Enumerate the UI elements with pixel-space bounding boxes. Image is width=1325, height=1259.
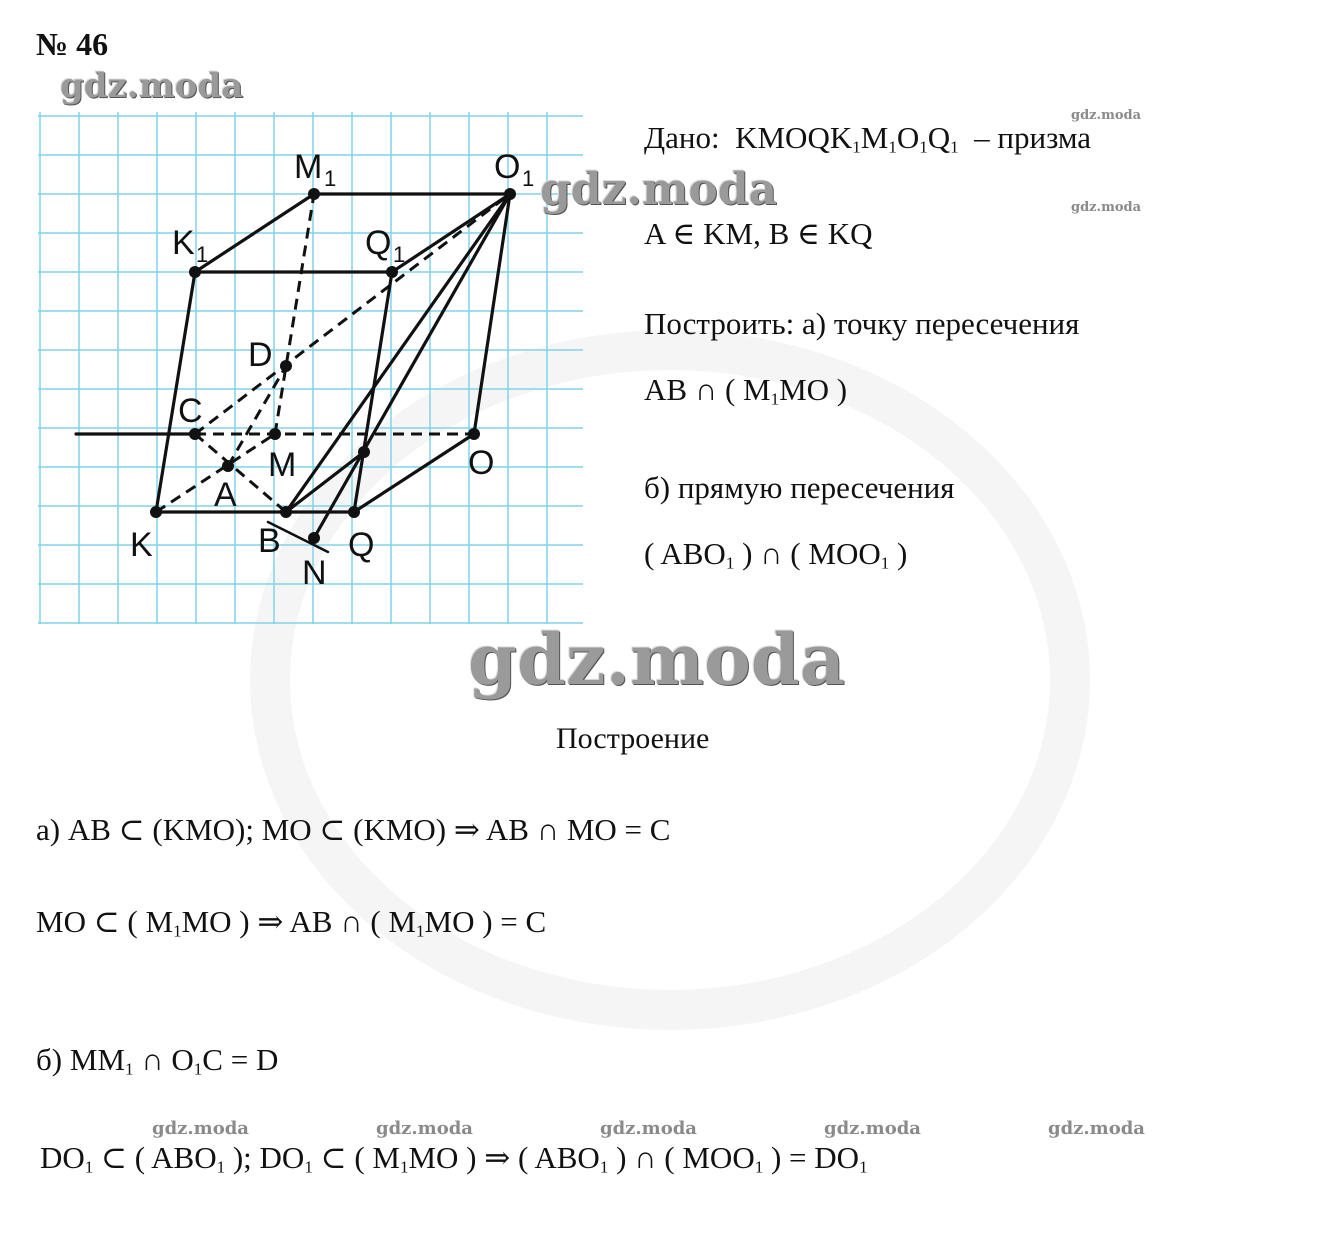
prism-edges	[76, 194, 510, 552]
task-b-expr: ( $ABO_1$ ) ∩ ( $MOO_1$ )	[644, 536, 908, 573]
edge-O-O1	[474, 194, 510, 434]
point-B	[280, 506, 292, 518]
prism-hidden	[156, 194, 510, 512]
prism-figure	[38, 112, 583, 624]
problem-number: № 46	[36, 26, 109, 62]
point-K	[150, 506, 162, 518]
point-mid	[358, 446, 370, 458]
watermark-row-3: gdz.moda	[600, 1118, 697, 1139]
point-M	[269, 428, 281, 440]
point-Q1	[386, 266, 398, 278]
point-N	[308, 532, 320, 544]
label-O1: O	[494, 148, 521, 186]
given-points: A ∈ KM, B ∈ KQ	[644, 216, 873, 251]
point-D	[280, 360, 292, 372]
point-Q	[348, 506, 360, 518]
watermark-row-2: gdz.moda	[376, 1118, 473, 1139]
point-labels	[130, 148, 534, 592]
label-Q1-sub: 1	[393, 242, 406, 267]
label-M1: M	[294, 148, 323, 186]
label-Q1: Q	[365, 224, 392, 262]
line-N-O1	[314, 194, 510, 538]
task-a: Построить: а) точку пересечения	[644, 306, 1080, 341]
watermark-row-4: gdz.moda	[824, 1118, 921, 1139]
watermark-figure: gdz.moda	[540, 164, 778, 215]
construction-heading: Построение	[556, 722, 710, 755]
label-O: O	[468, 444, 495, 482]
watermark-small-2: gdz.moda	[1071, 200, 1142, 215]
label-K: K	[130, 526, 153, 564]
label-D: D	[248, 336, 273, 374]
construction-b2: $DO_1$ ⊂ ( $ABO_1$ ); $DO_1$ ⊂ ( $M_1MO$ ) ⇒ ( $ABO_1$ ) ∩ ( $MOO_1$ ) = $DO_1$	[40, 1140, 868, 1177]
point-A	[222, 460, 234, 472]
label-O1-sub: 1	[522, 166, 535, 191]
edge-M-M1	[275, 194, 314, 434]
construction-b1: б) $MM_1$ ∩ $O_1C = D$	[36, 1042, 279, 1079]
watermark-center: gdz.moda	[468, 618, 846, 701]
point-K1	[189, 266, 201, 278]
label-N: N	[302, 554, 327, 592]
label-Q: Q	[348, 526, 375, 564]
task-a-expr: AB ∩ ( $M_1MO$ )	[644, 372, 848, 409]
watermark-row-1: gdz.moda	[152, 1118, 249, 1139]
label-C: C	[178, 392, 203, 430]
label-M1-sub: 1	[324, 166, 337, 191]
given-prism: Дано: $KMOQK_1M_1O_1Q_1$ – призма	[644, 120, 1092, 157]
watermark-small-1: gdz.moda	[1071, 108, 1142, 123]
watermark-row-5: gdz.moda	[1048, 1118, 1145, 1139]
task-b: б) прямую пересечения	[644, 470, 955, 505]
construction-a2: MO ⊂ ( $M_1MO$ ) ⇒ AB ∩ ( $M_1MO$ ) = C	[36, 904, 547, 941]
label-K1-sub: 1	[196, 242, 209, 267]
label-K1: K	[172, 224, 195, 262]
label-A: A	[214, 476, 237, 514]
label-B: B	[258, 522, 281, 560]
watermark-top-left: gdz.moda	[60, 66, 244, 106]
edge-Q-O	[354, 434, 474, 512]
point-O1	[504, 188, 516, 200]
grid	[38, 112, 583, 624]
construction-a1: а) AB ⊂ (KMO); MO ⊂ (KMO) ⇒ AB ∩ MO = C	[36, 812, 671, 847]
point-M1	[308, 188, 320, 200]
point-O	[468, 428, 480, 440]
label-M: M	[268, 446, 297, 484]
